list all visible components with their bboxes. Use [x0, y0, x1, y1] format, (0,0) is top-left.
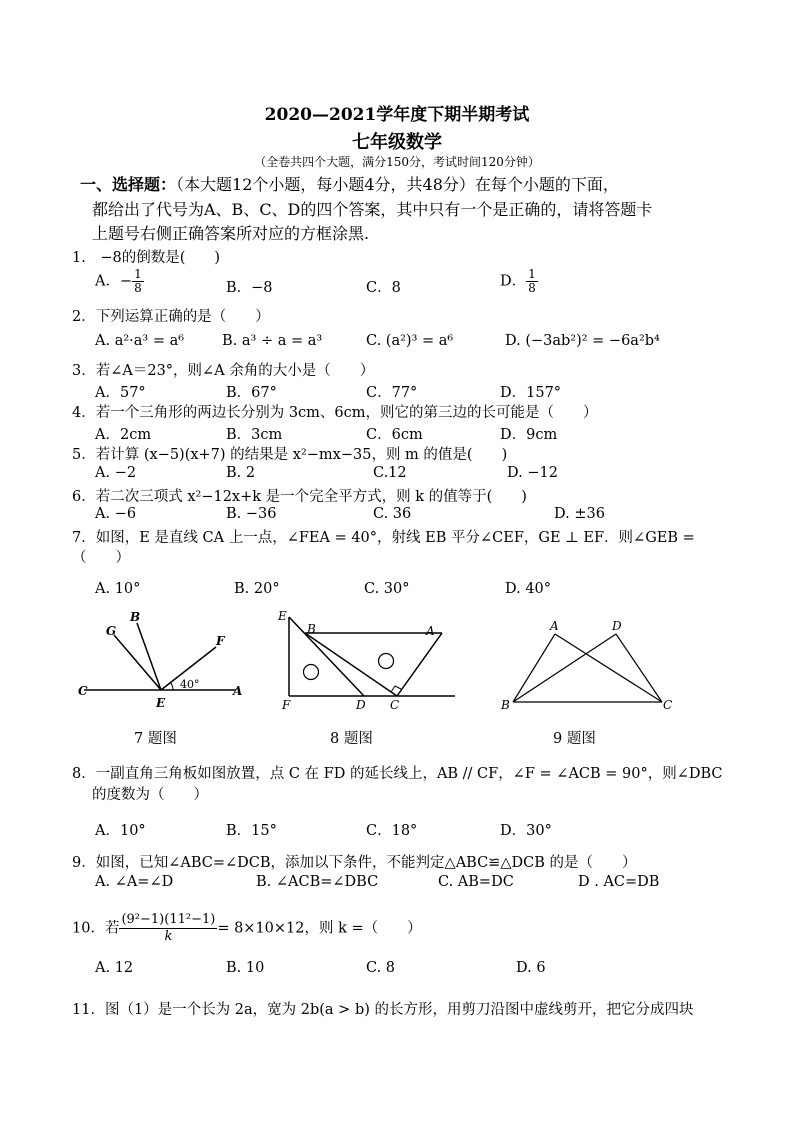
q1-a-num: 1: [134, 267, 142, 281]
q1-option-c: C．8: [366, 280, 401, 296]
fig7-label-f: F: [216, 634, 225, 648]
fig8-caption: 8 题图: [330, 731, 373, 747]
q8-stem-line1: 8．一副直角三角板如图放置，点 C 在 FD 的延长线上，AB // CF，∠F = ∠ACB = 90°，则∠DBC: [72, 766, 723, 782]
q9-stem: 9．如图，已知∠ABC=∠DCB，添加以下条件，不能判定△ABC≌△DCB 的是（ ）: [72, 855, 637, 871]
q1-a-prefix: A．−: [95, 273, 133, 290]
q8-option-d: D．30°: [500, 823, 552, 839]
q10-fraction: [119, 912, 217, 945]
q10-option-b: B. 10: [226, 960, 265, 976]
fig8-label-b: B: [307, 622, 316, 636]
q4-stem: 4．若一个三角形的两边长分别为 3cm、6cm，则它的第三边的长可能是（ ）: [72, 405, 598, 421]
q1-a-fraction: [132, 268, 144, 295]
q5-option-a: A. −2: [95, 465, 137, 481]
q3-option-b: B．67°: [226, 385, 277, 401]
q2-stem: 2．下列运算正确的是（ ）: [72, 309, 270, 325]
exam-title: 2020—2021学年度下期半期考试: [264, 105, 530, 125]
exam-note: （全卷共四个大题，满分150分，考试时间120分钟）: [254, 155, 540, 169]
q1-option-a: [95, 268, 144, 295]
fig9-label-d: D: [612, 619, 622, 633]
q5-stem: 5．若计算 (x−5)(x+7) 的结果是 x²−mx−35，则 m 的值是( ): [72, 447, 508, 463]
q1-d-fraction: [526, 268, 538, 295]
fig7-label-a: A: [233, 684, 243, 698]
q10-stem: [72, 912, 422, 945]
q9-option-d: D . AC=DB: [578, 874, 660, 890]
q4-option-c: C．6cm: [366, 427, 423, 443]
q7-stem-line2: （ ）: [72, 550, 130, 566]
q1-d-num: 1: [528, 267, 536, 281]
figure-7: [70, 605, 250, 715]
q5-option-d: D. −12: [507, 465, 558, 481]
fig7-label-b: B: [130, 610, 141, 624]
fig8-label-f: F: [282, 698, 291, 712]
q4-option-b: B．3cm: [226, 427, 283, 443]
section-heading: [80, 172, 619, 195]
section-label: 一、选择题：: [80, 175, 177, 194]
q2-option-d: D. (−3ab²)² = −6a²b⁴: [505, 333, 660, 349]
fig8-label-a: A: [426, 624, 435, 638]
q7-option-d: D. 40°: [505, 581, 552, 597]
q3-option-a: A．57°: [95, 385, 146, 401]
q11-stem: 11．图（1）是一个长为 2a，宽为 2b(a > b) 的长方形，用剪刀沿图中虚线剪开，把它分成四块: [72, 1002, 694, 1018]
q3-option-c: C．77°: [366, 385, 418, 401]
q9-option-a: A. ∠A=∠D: [95, 874, 174, 890]
q10-denominator: k: [164, 929, 173, 944]
q1-a-den: 8: [134, 281, 142, 295]
q1-option-b: B．−8: [226, 280, 273, 296]
q8-option-a: A．10°: [95, 823, 146, 839]
q7-option-a: A. 10°: [95, 581, 141, 597]
q9-option-b: B. ∠ACB=∠DBC: [256, 874, 379, 890]
fig7-caption: 7 题图: [134, 731, 177, 747]
q2-option-a: A. a²·a³ = a⁶: [95, 333, 185, 349]
fig9-label-c: C: [663, 698, 673, 712]
q8-option-b: B．15°: [226, 823, 277, 839]
q1-option-d: [500, 268, 538, 295]
section-intro-line3: 上题号右侧正确答案所对应的方框涂黑.: [92, 224, 370, 243]
q9-option-c: C. AB=DC: [438, 874, 514, 890]
q6-option-b: B. −36: [226, 506, 277, 522]
section-intro-line2: 都给出了代号为A、B、C、D的四个答案，其中只有一个是正确的，请将答题卡: [92, 200, 653, 219]
fig7-angle-label: 40°: [180, 678, 200, 691]
fig9-label-b: B: [501, 698, 510, 712]
q6-stem: 6．若二次三项式 x²−12x+k 是一个完全平方式，则 k 的值等于( ): [72, 489, 527, 505]
fig9-label-a: A: [550, 619, 559, 633]
fig7-label-e: E: [156, 696, 166, 710]
q8-option-c: C．18°: [366, 823, 418, 839]
q6-option-d: D. ±36: [554, 506, 605, 522]
q1-d-prefix: D．: [500, 273, 527, 290]
fig7-label-c: C: [78, 684, 88, 698]
q3-option-d: D．157°: [500, 385, 562, 401]
figure-8: [270, 605, 465, 715]
q4-option-d: D．9cm: [500, 427, 558, 443]
q2-option-b: B. a³ ÷ a = a³: [222, 333, 323, 349]
q10-prefix: 10．若: [72, 920, 120, 937]
q4-option-a: A．2cm: [95, 427, 152, 443]
q7-option-c: C. 30°: [364, 581, 410, 597]
q10-option-c: C. 8: [366, 960, 396, 976]
fig8-label-d: D: [356, 698, 366, 712]
fig7-label-g: G: [106, 624, 117, 638]
q10-option-a: A. 12: [95, 960, 134, 976]
q7-stem-line1: 7．如图，E 是直线 CA 上一点，∠FEA = 40°，射线 EB 平分∠CEF，GE ⊥ EF．则∠GEB =: [72, 530, 695, 546]
q1-stem: 1. −8的倒数是( ): [72, 250, 221, 266]
q5-option-c: C.12: [373, 465, 407, 481]
fig8-label-e: E: [278, 609, 287, 623]
q1-d-den: 8: [528, 281, 536, 295]
q6-option-a: A. −6: [95, 506, 137, 522]
q5-option-b: B. 2: [226, 465, 256, 481]
q7-option-b: B. 20°: [234, 581, 280, 597]
fig8-label-c: C: [390, 698, 400, 712]
q10-suffix: = 8×10×12，则 k =（ ）: [217, 920, 422, 937]
q3-stem: 3．若∠A＝23°，则∠A 余角的大小是（ ）: [72, 363, 375, 379]
figure-9: [495, 615, 685, 715]
q2-option-c: C. (a²)³ = a⁶: [366, 333, 454, 349]
section-intro-line1: （本大题12个小题，每小题4分，共48分）在每个小题的下面，: [176, 175, 619, 194]
q8-stem-line2: 的度数为（ ）: [92, 787, 208, 803]
q10-option-d: D. 6: [516, 960, 546, 976]
fig9-caption: 9 题图: [553, 731, 596, 747]
exam-subtitle: 七年级数学: [352, 132, 442, 153]
q10-numerator: (9²−1)(11²−1): [121, 912, 216, 927]
q6-option-c: C. 36: [373, 506, 412, 522]
